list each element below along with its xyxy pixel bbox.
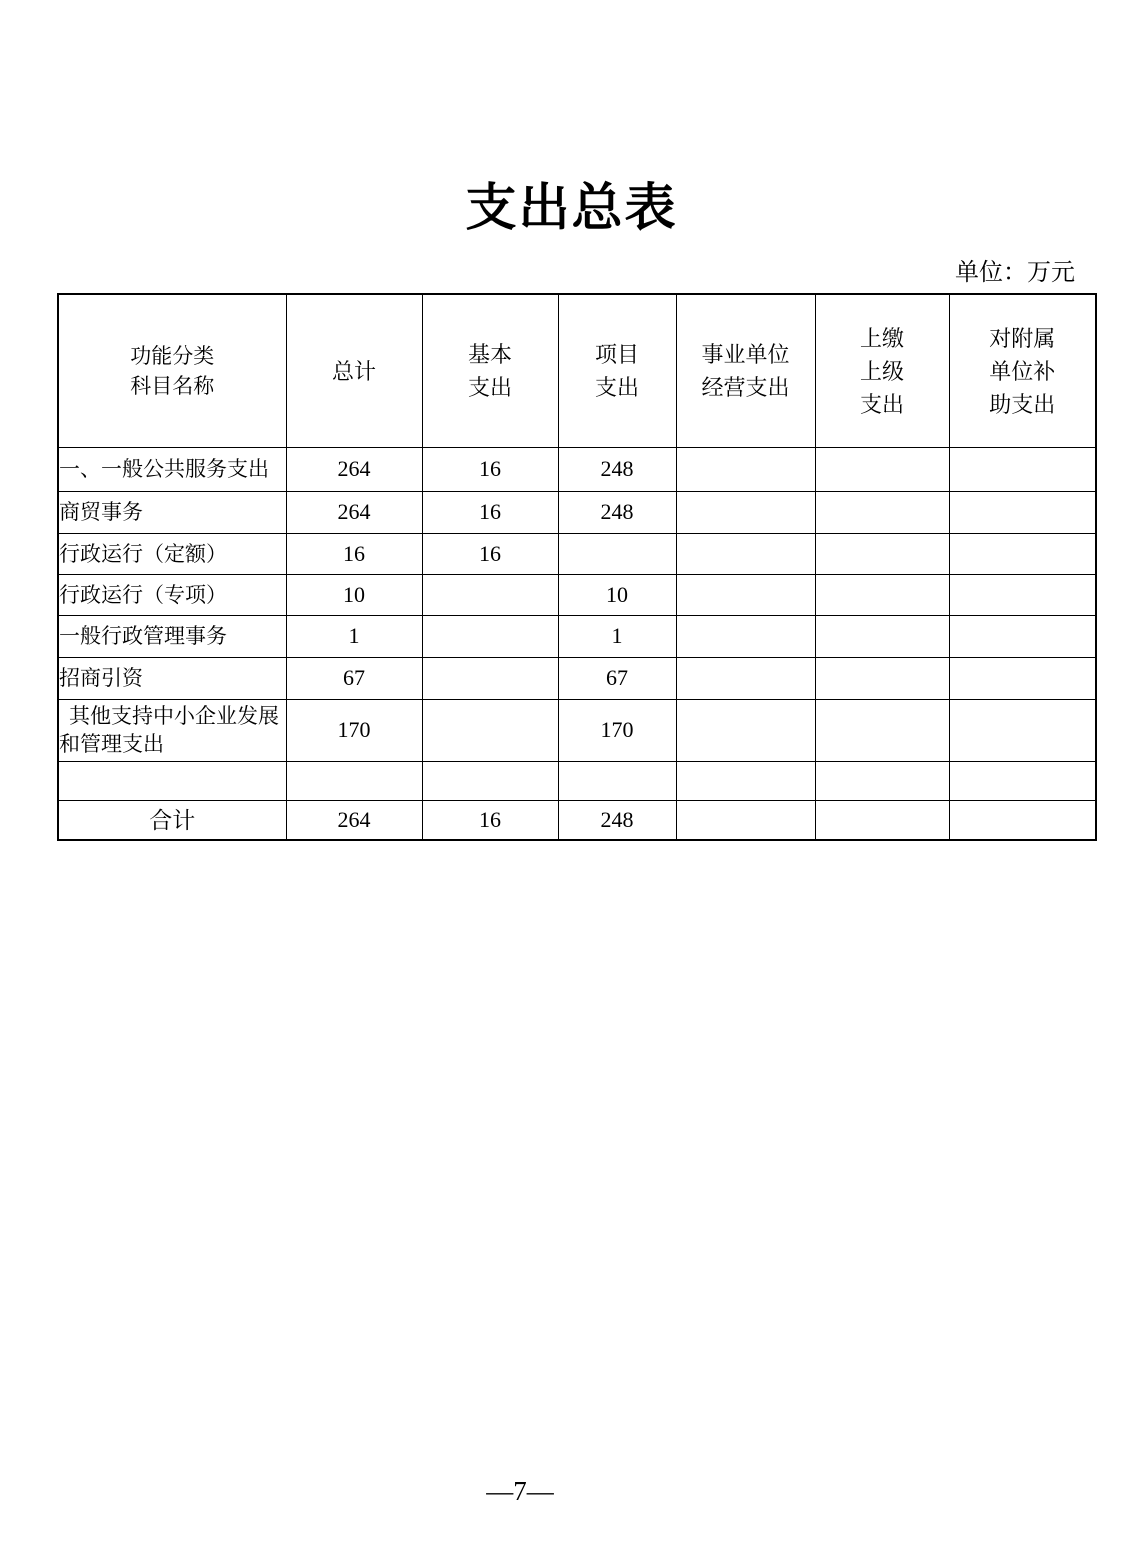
project-expenditure-cell: 10 (558, 574, 676, 615)
expenditure-summary-table (57, 293, 1097, 841)
business-operation-cell (676, 699, 815, 761)
subsidy-affiliates-cell (949, 447, 1096, 491)
table-total-row (58, 800, 1096, 840)
row-label-cell (58, 761, 286, 800)
header-line: 助支出 (989, 391, 1056, 417)
subsidy-affiliates-cell (949, 574, 1096, 615)
subsidy-affiliates-cell (949, 491, 1096, 533)
project-expenditure-cell: 170 (558, 699, 676, 761)
grand-total-cell: 67 (286, 657, 422, 699)
basic-expenditure-cell: 16 (422, 447, 558, 491)
header-line: 基本 (467, 342, 512, 368)
project-expenditure-cell: 248 (558, 800, 676, 840)
grand-total-cell: 264 (286, 491, 422, 533)
subsidy-affiliates-cell (949, 615, 1096, 657)
header-cell-business-unit-operation (676, 294, 815, 447)
unit-label: 单位：万元 (955, 258, 1075, 286)
grand-total-cell: 264 (286, 800, 422, 840)
row-label-cell: 一、一般公共服务支出 (58, 447, 286, 491)
basic-expenditure-cell (422, 761, 558, 800)
header-cell-remit-to-superior (815, 294, 949, 447)
row-label-cell: 其他支持中小企业发展和管理支出 (58, 699, 286, 761)
business-operation-cell (676, 533, 815, 574)
row-label-cell: 招商引资 (58, 657, 286, 699)
project-expenditure-cell: 67 (558, 657, 676, 699)
table-row (58, 657, 1096, 699)
header-line: 单位补 (989, 358, 1056, 384)
page-title: 支出总表 (465, 181, 678, 237)
header-line: 上缴 (859, 325, 904, 351)
table-row-empty (58, 761, 1096, 800)
grand-total-cell (286, 761, 422, 800)
table-row (58, 447, 1096, 491)
page-number: —7— (486, 1476, 554, 1506)
project-expenditure-cell: 1 (558, 615, 676, 657)
header-line: 支出 (859, 391, 904, 417)
header-line: 总计 (331, 358, 376, 384)
subsidy-affiliates-cell (949, 761, 1096, 800)
subsidy-affiliates-cell (949, 800, 1096, 840)
remit-superior-cell (815, 491, 949, 533)
remit-superior-cell (815, 574, 949, 615)
table-row (58, 574, 1096, 615)
header-cell-basic-expenditure (422, 294, 558, 447)
table-row (58, 699, 1096, 761)
header-line: 上级 (859, 358, 904, 384)
business-operation-cell (676, 615, 815, 657)
row-label-cell: 商贸事务 (58, 491, 286, 533)
business-operation-cell (676, 574, 815, 615)
header-line: 科目名称 (130, 374, 215, 399)
table-row (58, 491, 1096, 533)
business-operation-cell (676, 447, 815, 491)
table-row (58, 533, 1096, 574)
business-operation-cell (676, 761, 815, 800)
header-cell-subsidy-to-affiliates (949, 294, 1096, 447)
header-line: 事业单位 (701, 342, 790, 368)
row-label-cell: 行政运行（定额） (58, 533, 286, 574)
basic-expenditure-cell: 16 (422, 491, 558, 533)
header-cell-function-category (58, 294, 286, 447)
table-row (58, 615, 1096, 657)
project-expenditure-cell (558, 533, 676, 574)
total-row-label-cell: 合计 (58, 800, 286, 840)
business-operation-cell (676, 657, 815, 699)
basic-expenditure-cell (422, 657, 558, 699)
grand-total-cell: 170 (286, 699, 422, 761)
header-line: 对附属 (989, 325, 1056, 351)
subsidy-affiliates-cell (949, 699, 1096, 761)
remit-superior-cell (815, 447, 949, 491)
row-label-cell: 一般行政管理事务 (58, 615, 286, 657)
basic-expenditure-cell (422, 699, 558, 761)
remit-superior-cell (815, 699, 949, 761)
header-line: 支出 (594, 375, 639, 401)
remit-superior-cell (815, 800, 949, 840)
header-line: 支出 (467, 375, 512, 401)
business-operation-cell (676, 800, 815, 840)
remit-superior-cell (815, 761, 949, 800)
project-expenditure-cell: 248 (558, 447, 676, 491)
header-cell-grand-total (286, 294, 422, 447)
header-line: 经营支出 (701, 375, 790, 401)
subsidy-affiliates-cell (949, 533, 1096, 574)
header-line: 功能分类 (130, 343, 215, 368)
grand-total-cell: 1 (286, 615, 422, 657)
remit-superior-cell (815, 615, 949, 657)
grand-total-cell: 264 (286, 447, 422, 491)
business-operation-cell (676, 491, 815, 533)
header-cell-project-expenditure (558, 294, 676, 447)
basic-expenditure-cell (422, 615, 558, 657)
subsidy-affiliates-cell (949, 657, 1096, 699)
content-area (57, 259, 1095, 842)
grand-total-cell: 16 (286, 533, 422, 574)
project-expenditure-cell: 248 (558, 491, 676, 533)
table-header-row (58, 294, 1096, 447)
header-line: 项目 (594, 342, 639, 368)
basic-expenditure-cell: 16 (422, 533, 558, 574)
remit-superior-cell (815, 533, 949, 574)
grand-total-cell: 10 (286, 574, 422, 615)
remit-superior-cell (815, 657, 949, 699)
row-label-cell: 行政运行（专项） (58, 574, 286, 615)
project-expenditure-cell (558, 761, 676, 800)
basic-expenditure-cell (422, 574, 558, 615)
basic-expenditure-cell: 16 (422, 800, 558, 840)
